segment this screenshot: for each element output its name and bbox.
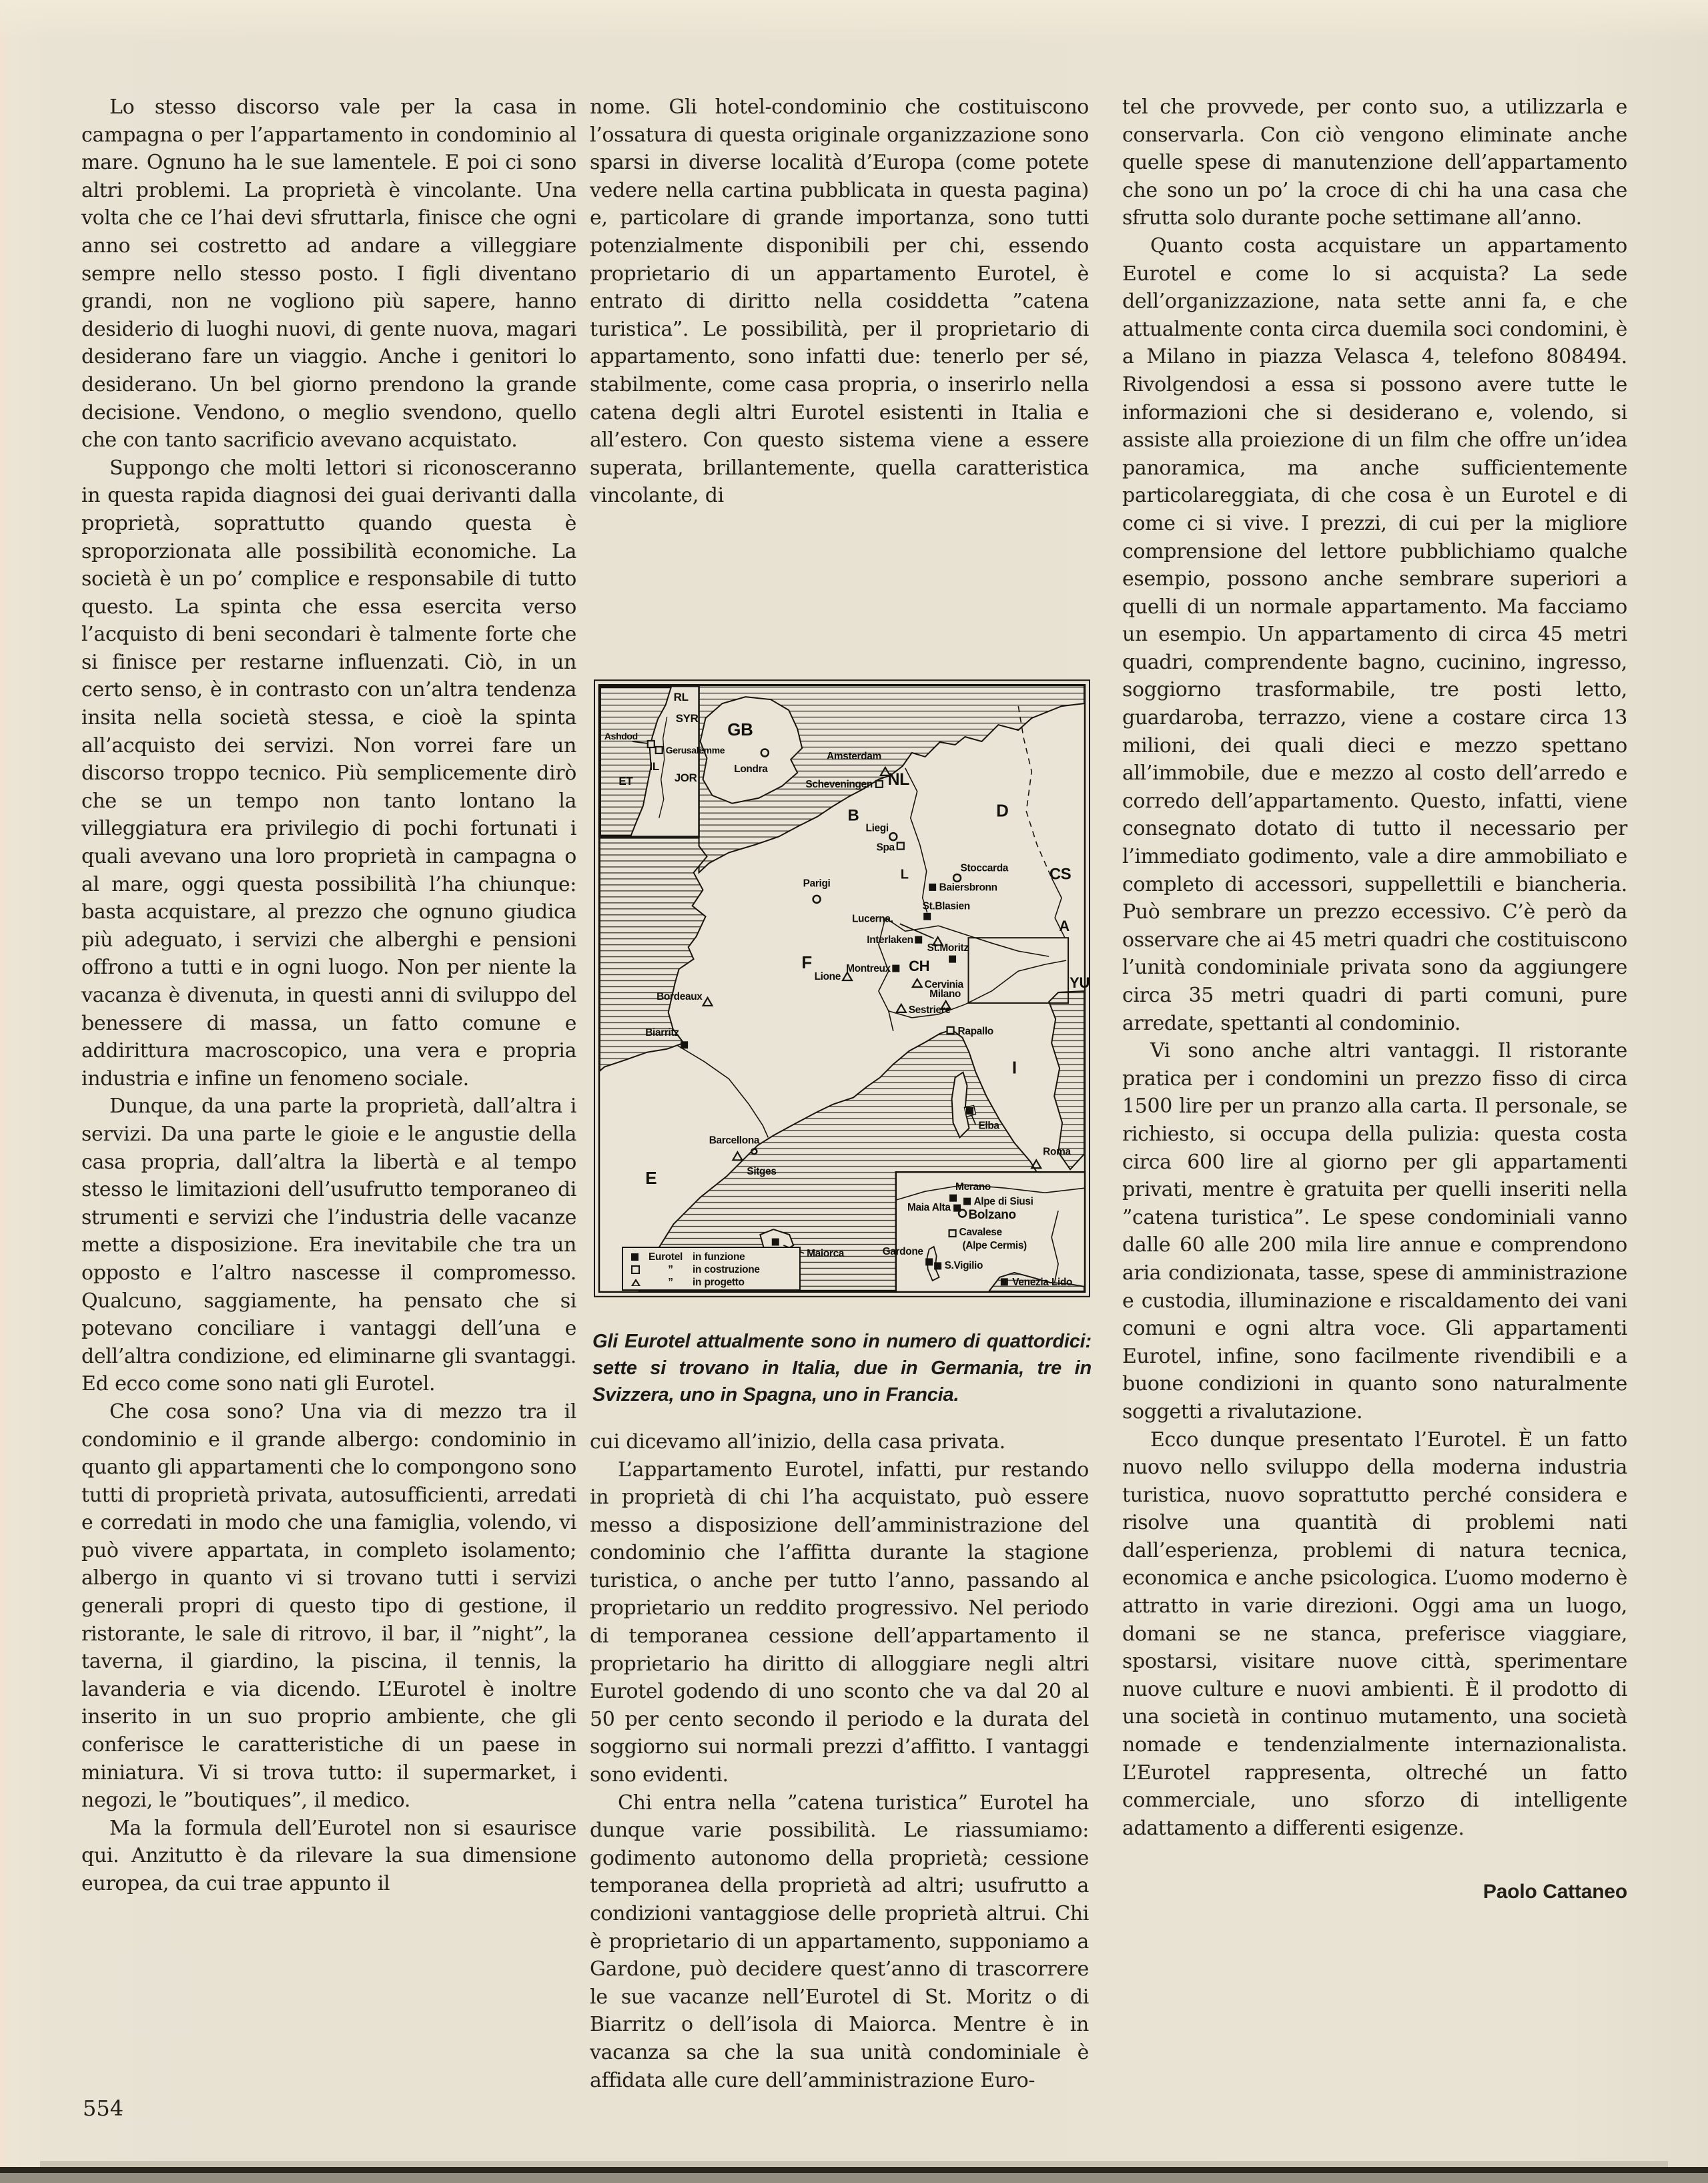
map-label: SYR	[675, 711, 699, 725]
map-label: IL	[649, 759, 659, 773]
page-bottom-shadow	[40, 2161, 1668, 2167]
eurotel-in-funzione-marker	[923, 913, 931, 920]
map-label: Cervinia	[924, 978, 963, 990]
page-top-edge	[0, 0, 1708, 40]
eurotel-in-funzione-marker	[681, 1041, 688, 1048]
page-bottom-edge	[0, 2173, 1708, 2183]
map-label: Baiersbronn	[939, 882, 997, 894]
map-label: St.Moritz	[927, 942, 969, 954]
map-label: Lucerna.	[851, 913, 893, 925]
text-column-1	[81, 93, 576, 1898]
paragraph: Chi entra nella ”catena turistica” Eurotel ha dunque varie possibilità. Le riassumiamo: godimento autonomo della proprietà; cessione temporanea della proprietà ad altri; usufrutto a condizioni vantaggiose delle proprietà altrui. Chi è proprietario di un appartamento, supponiamo a Gardone, può decidere quest’anno di trascorrere le sue vacanze nell’Eurotel di St. Moritz o di Biarritz o dell’isola di Maiorca. Mentre è in vacanza sa che la sua unità condominiale è affidata alle cure dell’amministrazione Euro-	[590, 1791, 1089, 2092]
map-label: Spa	[876, 842, 895, 854]
eurotel-in-costruzione-marker	[648, 741, 655, 747]
map-label: Gerusalemme	[665, 744, 725, 755]
map-label: Gardone	[882, 1245, 923, 1257]
map-label: Barcellona	[709, 1135, 760, 1147]
paragraph: tel che provvede, per conto suo, a utilizzarla e conservarla. Con ciò vengono eliminate anche quelle spese di manutenzione dell’appartamento che sono un po’ la croce di chi ha una casa che sfrutta solo durante poche settimane all’anno.	[1122, 95, 1627, 230]
map-label: Cavalese	[959, 1226, 1002, 1238]
eurotel-in-funzione-marker	[915, 936, 922, 944]
map-label: Interlaken	[867, 934, 913, 946]
eurotel-in-funzione-marker	[934, 1262, 941, 1269]
eurotel-map-figure	[592, 678, 1092, 1408]
author-byline: Paolo Cattaneo	[1482, 1881, 1627, 1903]
map-label: Merano	[955, 1181, 991, 1193]
paragraph: nome. Gli hotel-condominio che costituiscono l’ossatura di questa originale organizzazione sono sparsi in diverse località d’Europa (come potete vedere nella cartina pubblicata in questa pagina) e, particolare di grande importanza, sono tutti potenzialmente disponibili per chi, essendo proprietario di un appartamento Eurotel, è entrato di diritto nella cosiddetta ”catena turistica”. Le possibilità, per il proprietario di appartamento, sono infatti due: tenerlo per sé, stabilmente, come casa propria, o inserirlo nella catena degli altri Eurotel esistenti in Italia e all’estero. Con questo sistema viene a essere superata, brillantemente, quella caratteristica vincolante, di	[590, 95, 1089, 508]
paragraph: Vi sono anche altri vantaggi. Il ristorante pratica per i condomini un prezzo fisso di circa 1500 lire per un pranzo alla carta. Il personale, se richiesto, si occupa della pulizia: questa costa circa 600 lire al giorno per gli appartamenti privati, mentre è gratuita per quelli inseriti nella ”catena turistica”. Le spese condominiali vanno dalle 60 alle 200 mila lire annue e comprendono aria condizionata, tasse, spese di amministrazione e custodia, illuminazione e riscaldamento dei vani comuni e ogni altra voce. Gli appartamenti Eurotel, infine, sono facilmente rivendibili e a buone condizioni in quanto sono naturalmente soggetti a rivalutazione.	[1122, 1039, 1627, 1424]
eurotel-in-costruzione-marker	[656, 747, 663, 753]
eurotel-in-funzione-marker	[772, 1238, 779, 1245]
map-label: Venezia Lido	[1012, 1276, 1073, 1288]
map-label: NL	[887, 769, 910, 789]
text-column-2	[590, 93, 1092, 2094]
paragraph: Che cosa sono? Una via di mezzo tra il condominio e il grande albergo: condominio in quanto gli appartamenti che lo compongono sono tutti di proprietà privata, autosufficienti, arredati e corredati in modo che una famiglia, volendo, vi può vivere appartata, in completo isolamento; albergo in quanto vi si trovano tutti i servizi generali propri di questo tipo di gestione, il ristorante, le sale di ritrovo, il bar, il ”night”, la taverna, il giardino, la piscina, il tennis, la lavanderia e via dicendo. L’Eurotel è inoltre inserito in un suo proprio ambiente, che gli conferisce le caratteristiche di un paese in miniatura. Vi si trova tutto: il supermarket, i negozi, le ”boutiques”, il medico.	[81, 1399, 576, 1813]
map-label: Maia Alta	[907, 1202, 951, 1214]
column-2-bottom-text	[590, 1428, 1089, 2094]
column-2-top-text	[590, 93, 1089, 510]
map-label: Roma	[1043, 1146, 1071, 1158]
map-label: Liegi	[865, 822, 889, 834]
eurotel-in-costruzione-marker	[897, 842, 904, 849]
eurotel-map-svg	[592, 678, 1092, 1299]
eurotel-in-funzione-marker	[929, 884, 936, 891]
paragraph: Ecco dunque presentato l’Eurotel. È un fatto nuovo nello sviluppo della moderna industria turistica, nuovo soprattutto perché considera e risolve una quantità di problemi nati dall’esperienza, problemi di natura tecnica, economica e anche psicologica. L’uomo moderno è attratto in varie direzioni. Oggi ama un luogo, domani se ne stanca, preferisce viaggiare, spostarsi, visitare nuove città, sperimentare nuove culture e nuovi ambienti. È il prodotto di una società in continuo mutamento, una società nomade e tendenzialmente internazionalista. L’Eurotel rappresenta, oltreché un fatto commerciale, uno sforzo di intelligente adattamento a differenti esigenze.	[1122, 1428, 1627, 1840]
map-label: St.Blasien	[922, 900, 970, 912]
legend-term: Eurotel	[649, 1251, 683, 1263]
map-label: CH	[909, 957, 930, 974]
map-label: Elba	[978, 1120, 999, 1132]
paragraph: Lo stesso discorso vale per la casa in campagna o per l’appartamento in condominio al mare. Ognuno ha le sue lamentele. E poi ci sono altri problemi. La proprietà è vincolante. Una volta che ce l’hai devi sfruttarla, finisce che ogni anno sei costretto ad andare a villeggiare sempre nello stesso posto. I figli diventano grandi, non ne vogliono più sapere, hanno desiderio di luoghi nuovi, di gente nuova, magari desiderano fare un viaggio. Anche i genitori lo desiderano. Un bel giorno prendono la grande decisione. Vendono, o meglio svendono, quello che con tanto sacrificio avevano acquistato.	[81, 95, 576, 452]
map-label: GB	[727, 720, 753, 739]
map-label: S.Vigilio	[944, 1259, 983, 1271]
map-label: Parigi	[803, 878, 831, 890]
legend-row	[631, 1251, 795, 1263]
eurotel-in-funzione-marker	[963, 1198, 971, 1205]
paragraph: Ma la formula dell’Eurotel non si esaurisce qui. Anzitutto è da rilevare la sua dimensione europea, da cui trae appunto il	[81, 1816, 576, 1895]
map-label: CS	[1049, 865, 1072, 884]
page-bottom-rule	[0, 2167, 1708, 2173]
paragraph: Quanto costa acquistare un appartamento Eurotel e come lo si acquista? La sede dell’organizzazione, nata sette anni fa, e che attualmente conta circa duemila soci condomini, è a Milano in piazza Velasca 4, telefono 808494. Rivolgendosi a essa si possono avere tutte le informazioni che si desiderano e, volendo, si assiste alla proiezione di un film che offre un’idea panoramica, ma anche sufficientemente particolareggiata, di che cosa è un Eurotel e di come ci si vive. I prezzi, di cui per la migliore comprensione del lettore pubblichiamo qualche esempio, possono anche sembrare superiori a quelli di un normale appartamento. Ma facciamo un esempio. Un appartamento di circa 45 metri quadri, comprendente bagno, cucinino, ingresso, soggiorno trasformabile, tre posti letto, guardaroba, terrazzo, viene a costare circa 13 milioni, dei quali dieci e mezzo spettano all’immobile, due e mezzo al costo dell’arredo e corredo dell’appartamento. Questo, infatti, viene consegnato dotato di tutto il necessario per l’immediato godimento, vale a dire ammobiliato e completo di accessori, suppellettili e biancheria. Può sembrare un prezzo eccessivo. C’è però da osservare che ai 45 metri quadri che costituiscono l’unità condominiale privata sono da aggiungere circa 35 metri quadri di parti comuni, pure arredate, spettanti al condominio.	[1122, 234, 1627, 1035]
legend-row	[631, 1263, 795, 1276]
eurotel-in-funzione-marker	[966, 1107, 973, 1115]
figure-caption: Gli Eurotel attualmente sono in numero di quattordici: sette si trovano in Italia, due in Germania, tre in Svizzera, uno in Spagna, uno in Francia.	[592, 1330, 1092, 1406]
map-label: YU	[1070, 974, 1090, 991]
triangle-icon	[631, 1279, 640, 1286]
eurotel-map	[592, 678, 1092, 1299]
map-label: Rapallo	[957, 1025, 993, 1037]
legend-status: in progetto	[693, 1276, 745, 1288]
map-label: Maiorca	[807, 1247, 845, 1259]
map-legend	[622, 1247, 801, 1291]
map-label: ET	[618, 774, 633, 788]
eurotel-in-costruzione-marker	[947, 1027, 954, 1034]
legend-row	[631, 1276, 795, 1289]
eurotel-in-funzione-marker	[925, 1258, 933, 1265]
eurotel-in-funzione-marker	[949, 1195, 957, 1202]
map-label: (Alpe Cermis)	[962, 1239, 1027, 1251]
map-label: E	[645, 1169, 657, 1189]
map-label: Sestriere	[908, 1004, 951, 1016]
map-label: F	[801, 953, 812, 972]
open-square-icon	[631, 1265, 640, 1274]
map-label: Lione	[814, 970, 841, 982]
eurotel-in-funzione-marker	[892, 965, 899, 972]
text-column-3	[1122, 93, 1627, 1906]
map-label: RL	[673, 691, 689, 704]
legend-term: ”	[668, 1276, 673, 1288]
map-label: Montreux	[846, 962, 891, 974]
paragraph: Dunque, da una parte la proprietà, dall’altra i servizi. Da una parte le gioie e le angustie della casa propria, dall’altra la libertà e al tempo stesso le limitazioni dell’usufrutto temporaneo di strumenti e servizi che l’industria delle vacanze mette a disposizione. Era inevitabile che tra un opposto e l’altro nascesse il compromesso. Qualcuno, saggiamente, ha pensato che si potevano conciliare i vantaggi dell’una e dell’altra condizione, ed eliminarne gli svantaggi. Ed ecco come sono nati gli Eurotel.	[81, 1095, 576, 1396]
paragraph: cui dicevamo all’inizio, della casa privata.	[590, 1430, 1005, 1454]
paragraph: L’appartamento Eurotel, infatti, pur restando in proprietà di chi l’ha acquistato, può essere messo a disposizione dell’amministrazione del condominio che l’affitta durante la stagione turistica, o anche per tutto l’anno, passando al proprietario un reddito progressivo. Nel periodo di temporanea cessione dell’appartamento il proprietario ha diritto di alloggiare negli altri Eurotel godendo di uno sconto che va dal 20 al 50 per cento secondo il periodo e la durata del soggiorno sui normali prezzi d’affitto. I vantaggi sono evidenti.	[590, 1458, 1089, 1787]
legend-term: ”	[668, 1263, 673, 1275]
map-label: B	[847, 806, 859, 825]
map-label: Sitges	[747, 1166, 777, 1178]
paragraph: Suppongo che molti lettori si riconosceranno in questa rapida diagnosi dei guai derivanti dalla proprietà, soprattutto quando questa è sproporzionata alle possibilità economiche. La società è un po’ complice e responsabile di tutto questo. La spinta che essa esercita verso l’acquisto di beni secondari è talmente forte che si finisce per restarne influenzati. Ciò, in un certo senso, è in contrasto con un’altra tendenza insita nella società stessa, e cioè la spinta all’acquisto dei servizi. Non vorrei fare un discorso troppo tecnico. Più semplicemente dirò che se un tempo non tanto lontano la villeggiatura era privilegio di pochi fortunati i quali avevano una loro proprietà in campagna o al mare, oggi questa possibilità l’ha chiunque: basta acquistare, al prezzo che ognuno giudica più adeguato, i servizi che alberghi e pensioni offrono a tutti e in ogni luogo. Non per niente la vacanza è divenuta, in questi anni di sviluppo del benessere di massa, un fatto comune e addirittura macroscopico, una vera e propria industria e infine un fenomeno sociale.	[81, 456, 576, 1090]
map-label: Stoccarda	[960, 862, 1009, 874]
map-label: L	[900, 867, 909, 882]
map-label: Londra	[734, 763, 768, 775]
map-label: Amsterdam	[827, 750, 881, 762]
map-label: Alpe di Siusi	[973, 1196, 1033, 1208]
map-label: Ashdod	[604, 730, 638, 741]
map-label: Bordeaux	[657, 990, 703, 1002]
map-label: Milano	[929, 988, 961, 1000]
column-3-text	[1122, 93, 1627, 1842]
legend-status: in costruzione	[693, 1263, 760, 1275]
page-number: 554	[83, 2096, 124, 2121]
eurotel-in-funzione-marker	[1001, 1278, 1008, 1285]
map-label: Bolzano	[968, 1207, 1016, 1222]
legend-status: in funzione	[693, 1251, 745, 1263]
map-label: I	[1011, 1058, 1017, 1078]
map-label: Scheveningen	[805, 778, 873, 790]
eurotel-in-costruzione-marker	[949, 1230, 956, 1237]
eurotel-in-costruzione-marker	[876, 781, 883, 788]
map-label: JOR	[674, 771, 697, 784]
eurotel-in-funzione-marker	[949, 956, 956, 963]
map-label: Biarritz	[645, 1026, 679, 1038]
map-label: D	[996, 802, 1009, 821]
map-label: A	[1059, 918, 1070, 935]
filled-square-icon	[631, 1253, 638, 1261]
